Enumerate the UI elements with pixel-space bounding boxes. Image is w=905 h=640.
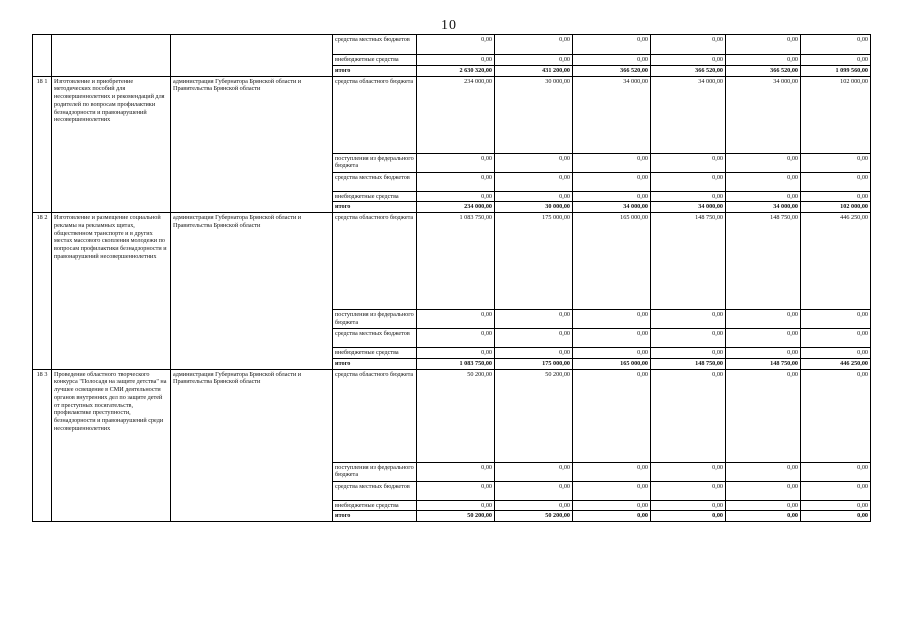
value-cell: 34 000,00 — [726, 76, 801, 153]
value-cell: 0,00 — [573, 191, 651, 202]
value-cell: 165 000,00 — [573, 213, 651, 310]
source-label: средства местных бюджетов — [333, 481, 417, 500]
source-label: поступления из федерального бюджета — [333, 310, 417, 329]
source-label: внебюджетные средства — [333, 500, 417, 511]
value-cell: 0,00 — [573, 369, 651, 462]
title-cell: Проведение областного творческого конкурса "Полосадя на защите детства" на лучшее освещение в СМИ деятельности органов внутренних дел по защите детей от преступных посягательств, профилактике преступности, безнадзорности и правонарушений среди несовершеннолетних — [52, 369, 171, 522]
value-cell: 0,00 — [651, 511, 726, 522]
value-cell: 0,00 — [726, 35, 801, 55]
value-cell: 0,00 — [573, 511, 651, 522]
value-cell: 0,00 — [651, 481, 726, 500]
value-cell: 431 200,00 — [495, 65, 573, 76]
value-cell: 0,00 — [417, 481, 495, 500]
index-cell: 18 2 — [33, 213, 52, 370]
value-cell: 0,00 — [573, 35, 651, 55]
value-cell: 0,00 — [651, 310, 726, 329]
value-cell: 102 000,00 — [801, 202, 871, 213]
value-cell: 0,00 — [726, 310, 801, 329]
value-cell: 175 000,00 — [495, 213, 573, 310]
value-cell: 148 750,00 — [726, 213, 801, 310]
value-cell: 0,00 — [417, 500, 495, 511]
value-cell: 0,00 — [726, 462, 801, 481]
value-cell: 0,00 — [573, 55, 651, 66]
value-cell: 1 083 750,00 — [417, 358, 495, 369]
source-label: поступления из федерального бюджета — [333, 462, 417, 481]
source-label: итого — [333, 202, 417, 213]
value-cell: 446 250,00 — [801, 213, 871, 310]
value-cell: 0,00 — [726, 511, 801, 522]
value-cell: 366 520,00 — [573, 65, 651, 76]
value-cell: 0,00 — [417, 191, 495, 202]
executor-cell: администрация Губернатора Брянской области и Правительства Брянской области — [171, 213, 333, 370]
value-cell: 0,00 — [726, 172, 801, 191]
value-cell: 30 000,00 — [495, 202, 573, 213]
value-cell: 0,00 — [651, 35, 726, 55]
value-cell: 0,00 — [651, 191, 726, 202]
value-cell: 175 000,00 — [495, 358, 573, 369]
value-cell: 50 200,00 — [417, 511, 495, 522]
value-cell: 0,00 — [726, 500, 801, 511]
value-cell: 0,00 — [495, 191, 573, 202]
value-cell: 0,00 — [801, 481, 871, 500]
value-cell: 0,00 — [417, 462, 495, 481]
source-label: средства местных бюджетов — [333, 172, 417, 191]
value-cell: 0,00 — [726, 153, 801, 172]
value-cell: 30 000,00 — [495, 76, 573, 153]
value-cell: 0,00 — [495, 310, 573, 329]
value-cell: 0,00 — [417, 348, 495, 359]
value-cell: 0,00 — [726, 329, 801, 348]
value-cell: 0,00 — [573, 481, 651, 500]
value-cell: 0,00 — [417, 329, 495, 348]
value-cell: 0,00 — [726, 481, 801, 500]
value-cell: 0,00 — [573, 329, 651, 348]
value-cell: 0,00 — [417, 153, 495, 172]
value-cell: 148 750,00 — [726, 358, 801, 369]
value-cell: 34 000,00 — [726, 202, 801, 213]
value-cell: 0,00 — [801, 55, 871, 66]
value-cell: 0,00 — [573, 500, 651, 511]
value-cell: 1 099 560,00 — [801, 65, 871, 76]
value-cell: 0,00 — [651, 153, 726, 172]
value-cell: 0,00 — [651, 462, 726, 481]
title-cell: Изготовление и приобретение методических пособий для несовершеннолетних и рекомендаций для родителей по вопросам профилактики безнадзорности и правонарушений несовершеннолетних — [52, 76, 171, 213]
value-cell: 148 750,00 — [651, 213, 726, 310]
budget-table — [32, 34, 871, 522]
value-cell: 0,00 — [651, 348, 726, 359]
source-label: внебюджетные средства — [333, 348, 417, 359]
value-cell: 0,00 — [801, 329, 871, 348]
value-cell: 50 200,00 — [495, 369, 573, 462]
value-cell: 0,00 — [495, 481, 573, 500]
value-cell: 0,00 — [801, 310, 871, 329]
value-cell: 0,00 — [801, 348, 871, 359]
index-cell — [33, 35, 52, 77]
source-label: средства областного бюджета — [333, 76, 417, 153]
value-cell: 0,00 — [801, 511, 871, 522]
value-cell: 0,00 — [495, 462, 573, 481]
value-cell: 0,00 — [726, 55, 801, 66]
value-cell: 34 000,00 — [573, 76, 651, 153]
title-cell — [52, 35, 171, 77]
value-cell: 0,00 — [573, 153, 651, 172]
value-cell: 1 083 750,00 — [417, 213, 495, 310]
value-cell: 102 000,00 — [801, 76, 871, 153]
executor-cell — [171, 35, 333, 77]
source-label: средства областного бюджета — [333, 213, 417, 310]
value-cell: 0,00 — [417, 35, 495, 55]
value-cell: 0,00 — [801, 172, 871, 191]
value-cell: 0,00 — [726, 348, 801, 359]
value-cell: 0,00 — [726, 369, 801, 462]
value-cell: 0,00 — [801, 369, 871, 462]
source-label: итого — [333, 65, 417, 76]
value-cell: 0,00 — [651, 55, 726, 66]
value-cell: 366 520,00 — [651, 65, 726, 76]
value-cell: 234 000,00 — [417, 202, 495, 213]
source-label: средства областного бюджета — [333, 369, 417, 462]
value-cell: 0,00 — [801, 462, 871, 481]
value-cell: 366 520,00 — [726, 65, 801, 76]
value-cell: 234 000,00 — [417, 76, 495, 153]
value-cell: 0,00 — [495, 172, 573, 191]
table-row — [33, 35, 871, 55]
value-cell: 0,00 — [651, 172, 726, 191]
source-label: поступления из федерального бюджета — [333, 153, 417, 172]
source-label: средства местных бюджетов — [333, 329, 417, 348]
value-cell: 148 750,00 — [651, 358, 726, 369]
source-label: итого — [333, 358, 417, 369]
value-cell: 34 000,00 — [573, 202, 651, 213]
value-cell: 0,00 — [417, 55, 495, 66]
value-cell: 0,00 — [495, 348, 573, 359]
source-label: средства местных бюджетов — [333, 35, 417, 55]
table-row — [33, 76, 871, 153]
value-cell: 0,00 — [495, 500, 573, 511]
value-cell: 0,00 — [495, 55, 573, 66]
value-cell: 0,00 — [726, 191, 801, 202]
value-cell: 0,00 — [495, 35, 573, 55]
value-cell: 0,00 — [801, 153, 871, 172]
index-cell: 18 3 — [33, 369, 52, 522]
value-cell: 50 200,00 — [495, 511, 573, 522]
value-cell: 34 000,00 — [651, 76, 726, 153]
value-cell: 0,00 — [573, 310, 651, 329]
value-cell: 34 000,00 — [651, 202, 726, 213]
table-row — [33, 369, 871, 462]
value-cell: 0,00 — [651, 500, 726, 511]
page-number: 10 — [441, 18, 457, 33]
value-cell: 446 250,00 — [801, 358, 871, 369]
source-label: итого — [333, 511, 417, 522]
value-cell: 165 000,00 — [573, 358, 651, 369]
value-cell: 0,00 — [417, 172, 495, 191]
executor-cell: администрация Губернатора Брянской области и Правительства Брянской области — [171, 369, 333, 522]
value-cell: 50 200,00 — [417, 369, 495, 462]
value-cell: 2 630 320,00 — [417, 65, 495, 76]
value-cell: 0,00 — [651, 369, 726, 462]
title-cell: Изготовление и размещение социальной рекламы на рекламных щитах, общественном транспорте и в других местах массового скопления молодежи по вопросам профилактики безнадзорности и правонарушений несовершеннолетних — [52, 213, 171, 370]
value-cell: 0,00 — [573, 462, 651, 481]
index-cell: 18 1 — [33, 76, 52, 213]
table-row — [33, 213, 871, 310]
value-cell: 0,00 — [573, 348, 651, 359]
value-cell: 0,00 — [651, 329, 726, 348]
source-label: внебюджетные средства — [333, 191, 417, 202]
value-cell: 0,00 — [495, 329, 573, 348]
source-label: внебюджетные средства — [333, 55, 417, 66]
value-cell: 0,00 — [801, 500, 871, 511]
value-cell: 0,00 — [417, 310, 495, 329]
value-cell: 0,00 — [801, 191, 871, 202]
value-cell: 0,00 — [801, 35, 871, 55]
value-cell: 0,00 — [573, 172, 651, 191]
value-cell: 0,00 — [495, 153, 573, 172]
executor-cell: администрация Губернатора Брянской области и Правительства Брянской области — [171, 76, 333, 213]
